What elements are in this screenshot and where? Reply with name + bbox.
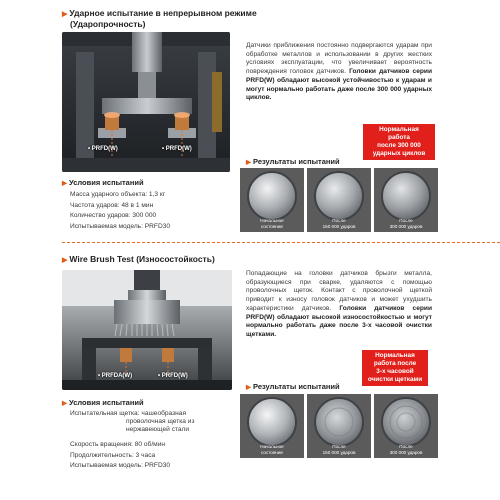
impact-title: ▶ Ударное испытание в непрерывном режиме — [62, 8, 257, 18]
list-item: Испытываемая модель: PRFD30 — [70, 222, 171, 230]
orange-triangle-icon: ▶ — [62, 11, 68, 18]
impact-description: Датчики приближения постоянно подвергаются ударам при обработке металлов и использовании в других жестких условиях эксплуатации, что увеличивает вероятность повреждения головок датчиков. Головки датчиков серии PRFD(W) обладают высокой устойчивостью к ударам и могут нормально работать даже после 300 000 ударных циклов. — [246, 42, 432, 102]
thumb-caption: После 300 000 ударов — [389, 218, 423, 229]
impact-results-heading: ▶ Результаты испытаний — [246, 157, 340, 166]
brush-results-heading: ▶ Результаты испытаний — [246, 382, 340, 391]
impact-test-section — [0, 0, 500, 240]
brush-conditions-list — [70, 440, 170, 472]
result-image-initial — [240, 394, 304, 458]
impact-result-badge: Нормальная работа после 300 000 ударных циклов — [363, 124, 435, 160]
thumb-caption: Начальное состояние — [260, 218, 284, 229]
brush-result-badge: Нормальная работа после 3-х часовой очистки щетками — [362, 350, 428, 386]
list-item: Продолжительность: 3 часа — [70, 451, 156, 459]
wire-brush-machine-photo — [62, 270, 232, 390]
orange-triangle-icon: ▶ — [246, 159, 251, 166]
result-image-300k — [374, 168, 438, 232]
impact-result-images — [240, 168, 438, 232]
thumb-caption: После 300 000 ударов — [389, 444, 423, 455]
result-image-initial — [240, 168, 304, 232]
impact-conditions-heading: ▶ Условия испытаний — [62, 178, 144, 187]
list-item: Масса ударного объекта: 1,3 кг — [70, 191, 166, 198]
result-image-150k — [307, 168, 371, 232]
orange-triangle-icon: ▶ — [62, 400, 67, 407]
brush-result-images — [240, 394, 438, 458]
result-image-300k — [374, 394, 438, 458]
list-item: Количество ударов: 300 000 — [70, 212, 157, 220]
thumb-caption: После 150 000 ударов — [322, 444, 356, 455]
brush-description: Попадающие на головки датчиков брызги металла, образующиеся при сварке, удаляются с помощью проволочных щеток. Контакт с проволочной щеткой приводит к износу головок датчиков и может ухудшить характеристики датчиков. Головки датчиков серии PRFD(W) обладают высокой износостойкостью и могут нормально работать даже после 3-х часовой очистки щетками. — [246, 270, 432, 338]
result-image-150k — [307, 394, 371, 458]
orange-triangle-icon: ▶ — [62, 257, 68, 264]
list-item: Испытательная щетка: чашеобразная — [70, 410, 187, 417]
section-divider — [62, 242, 500, 243]
list-item: нержавеющей стали — [126, 426, 190, 433]
impact-sensor-label-right: • PRFD(W) — [162, 146, 192, 152]
impact-sensor-label-left: • PRFD(W) — [88, 146, 118, 152]
wire-brush-test-section — [0, 248, 500, 500]
impact-conditions-list — [70, 190, 170, 232]
list-item: Скорость вращения: 80 об/мин — [70, 441, 166, 448]
orange-triangle-icon: ▶ — [246, 384, 251, 391]
list-item: Испытываемая модель: PRFD30 — [70, 462, 171, 470]
thumb-caption: Начальное состояние — [260, 444, 284, 455]
list-item: проволочная щетка из — [126, 418, 195, 425]
brush-conditions-block — [70, 410, 195, 434]
brush-title: ▶ Wire Brush Test (Износостойкость) — [62, 254, 215, 264]
orange-triangle-icon: ▶ — [62, 180, 67, 187]
impact-machine-photo — [62, 32, 230, 172]
impact-subtitle: (Ударопрочность) — [70, 19, 146, 29]
brush-sensor-label-left: • PRFDA(W) — [98, 373, 133, 379]
brush-conditions-heading: ▶ Условия испытаний — [62, 398, 144, 407]
thumb-caption: После 150 000 ударов — [322, 218, 356, 229]
list-item: Частота ударов: 48 в 1 мин — [70, 201, 154, 209]
brush-sensor-label-right: • PRFD(W) — [158, 373, 188, 379]
